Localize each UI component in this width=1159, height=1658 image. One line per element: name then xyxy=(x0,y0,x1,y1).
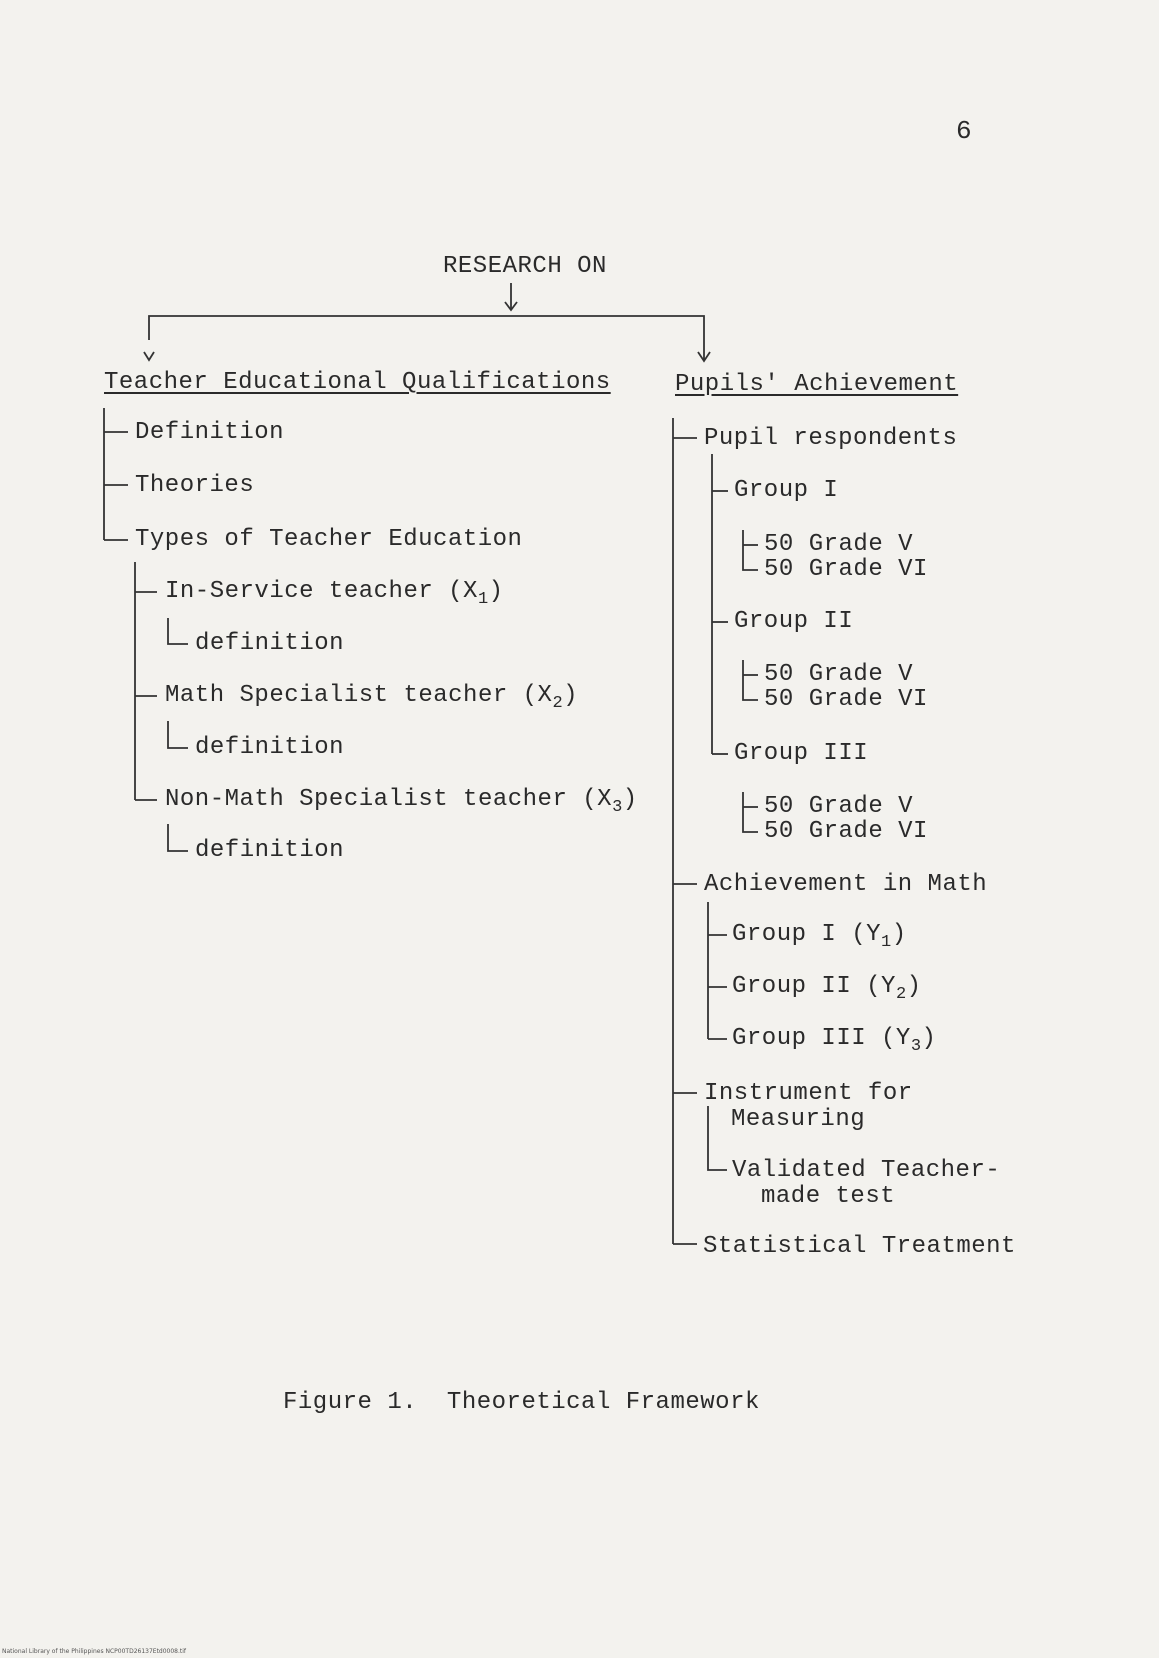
left-heading: Teacher Educational Qualifications xyxy=(104,369,611,396)
footer-imprint: National Library of the Philippines NCP00TD26137Etd0008.tif xyxy=(2,1648,187,1655)
group-2-grade-v: 50 Grade V xyxy=(764,661,914,688)
statistical-treatment: Statistical Treatment xyxy=(703,1233,1016,1260)
pupil-respondents: Pupil respondents xyxy=(704,425,958,452)
type-non-math-specialist-definition: definition xyxy=(195,837,345,864)
type-in-service-definition: definition xyxy=(195,630,345,657)
group-1-grade-v: 50 Grade V xyxy=(764,531,914,558)
left-item-theories: Theories xyxy=(135,472,255,499)
left-item-definition: Definition xyxy=(135,419,285,446)
group-3-grade-v: 50 Grade V xyxy=(764,793,914,820)
achievement-group-3: Group III $(Y_3)$ xyxy=(732,1025,937,1056)
group-1: Group I xyxy=(734,477,839,504)
group-3: Group III xyxy=(734,740,869,767)
type-non-math-specialist: Non-Math Specialist teacher $(X_3)$ xyxy=(165,786,638,817)
left-item-types: Types of Teacher Education xyxy=(135,526,523,553)
type-math-specialist: Math Specialist teacher $(X_2)$ xyxy=(165,682,579,713)
validated-line-1: Validated Teacher- xyxy=(732,1157,1001,1184)
root-node: RESEARCH ON xyxy=(443,253,607,280)
group-2-grade-vi: 50 Grade VI xyxy=(764,686,928,713)
achievement-in-math: Achievement in Math xyxy=(704,871,988,898)
figure-caption: Figure 1. Theoretical Framework xyxy=(283,1389,760,1416)
group-3-grade-vi: 50 Grade VI xyxy=(764,818,928,845)
validated-line-2: made test xyxy=(761,1183,896,1210)
instrument-line-2: Measuring xyxy=(731,1106,866,1133)
achievement-group-1: Group I $(Y_1)$ xyxy=(732,921,907,952)
page-number: 6 xyxy=(956,116,973,146)
group-2: Group II xyxy=(734,608,854,635)
type-in-service: In-Service teacher $(X_1)$ xyxy=(165,578,504,609)
instrument-line-1: Instrument for xyxy=(704,1080,913,1107)
achievement-group-2: Group II $(Y_2)$ xyxy=(732,973,922,1004)
right-heading: Pupils' Achievement xyxy=(675,371,959,398)
group-1-grade-vi: 50 Grade VI xyxy=(764,556,928,583)
type-math-specialist-definition: definition xyxy=(195,734,345,761)
